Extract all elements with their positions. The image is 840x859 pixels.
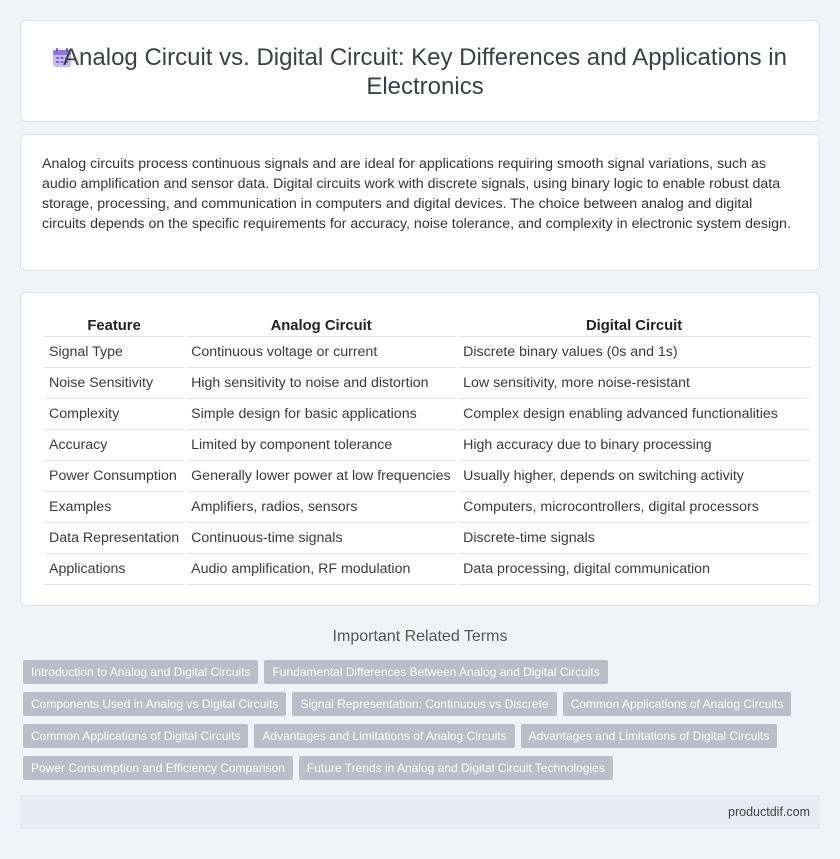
- header-analog: Analog Circuit: [186, 315, 456, 337]
- related-term-tag[interactable]: Signal Representation: Continuous vs Discrete: [292, 692, 556, 716]
- related-term-tag[interactable]: Fundamental Differences Between Analog and Digital Circuits: [264, 660, 607, 684]
- digital-cell: Computers, microcontrollers, digital processors: [458, 492, 810, 523]
- table-body: [44, 337, 810, 585]
- table-row: [44, 523, 810, 554]
- table-row: [44, 368, 810, 399]
- table-row: [44, 399, 810, 430]
- table-row: [44, 492, 810, 523]
- related-term-tag[interactable]: Components Used in Analog vs Digital Circuits: [23, 692, 286, 716]
- digital-cell: Complex design enabling advanced functionalities: [458, 399, 810, 430]
- related-term-tag[interactable]: Advantages and Limitations of Analog Circuits: [254, 724, 514, 748]
- table-row: [44, 430, 810, 461]
- digital-cell: Usually higher, depends on switching activity: [458, 461, 810, 492]
- related-term-tag[interactable]: Power Consumption and Efficiency Comparison: [23, 756, 293, 780]
- digital-cell: Data processing, digital communication: [458, 554, 810, 585]
- analog-cell: Continuous voltage or current: [186, 337, 456, 368]
- feature-cell: Complexity: [44, 399, 184, 430]
- header-feature: Feature: [44, 315, 184, 337]
- feature-cell: Examples: [44, 492, 184, 523]
- related-terms-list: [23, 660, 803, 788]
- footer-site-link[interactable]: productdif.com: [728, 805, 810, 819]
- intro-paragraph: Analog circuits process continuous signals and are ideal for applications requiring smooth signal variations, such as audio amplification and sensor data. Digital circuits work with discrete signals, using binary logic to enable robust data storage, processing, and communication in computers and digital devices. The choice between analog and digital circuits depends on the specific requirements for accuracy, noise tolerance, and complexity in electronic system design.: [42, 156, 791, 232]
- comparison-table: [42, 315, 812, 585]
- analog-cell: Limited by component tolerance: [186, 430, 456, 461]
- feature-cell: Accuracy: [44, 430, 184, 461]
- feature-cell: Applications: [44, 554, 184, 585]
- comparison-table-card: [20, 292, 820, 606]
- analog-cell: Audio amplification, RF modulation: [186, 554, 456, 585]
- footer: [20, 795, 820, 829]
- header-digital: Digital Circuit: [458, 315, 810, 337]
- analog-cell: Simple design for basic applications: [186, 399, 456, 430]
- analog-cell: Generally lower power at low frequencies: [186, 461, 456, 492]
- feature-cell: Noise Sensitivity: [44, 368, 184, 399]
- digital-cell: Low sensitivity, more noise-resistant: [458, 368, 810, 399]
- digital-cell: Discrete binary values (0s and 1s): [458, 337, 810, 368]
- related-term-tag[interactable]: Future Trends in Analog and Digital Circuit Technologies: [299, 756, 613, 780]
- table-row: [44, 554, 810, 585]
- page-title: Analog Circuit vs. Digital Circuit: Key Differences and Applications in Electronics: [63, 44, 787, 100]
- table-header-row: [44, 315, 810, 337]
- feature-cell: Signal Type: [44, 337, 184, 368]
- related-term-tag[interactable]: Advantages and Limitations of Digital Circuits: [521, 724, 778, 748]
- table-row: [44, 337, 810, 368]
- related-term-tag[interactable]: Introduction to Analog and Digital Circuits: [23, 660, 258, 684]
- digital-cell: High accuracy due to binary processing: [458, 430, 810, 461]
- feature-cell: Power Consumption: [44, 461, 184, 492]
- analog-cell: Amplifiers, radios, sensors: [186, 492, 456, 523]
- related-terms-title: Important Related Terms: [332, 628, 508, 645]
- related-term-tag[interactable]: Common Applications of Digital Circuits: [23, 724, 248, 748]
- table-row: [44, 461, 810, 492]
- analog-cell: Continuous-time signals: [186, 523, 456, 554]
- analog-cell: High sensitivity to noise and distortion: [186, 368, 456, 399]
- digital-cell: Discrete-time signals: [458, 523, 810, 554]
- title-card: [20, 20, 820, 122]
- related-term-tag[interactable]: Common Applications of Analog Circuits: [563, 692, 792, 716]
- feature-cell: Data Representation: [44, 523, 184, 554]
- intro-card: [20, 134, 820, 271]
